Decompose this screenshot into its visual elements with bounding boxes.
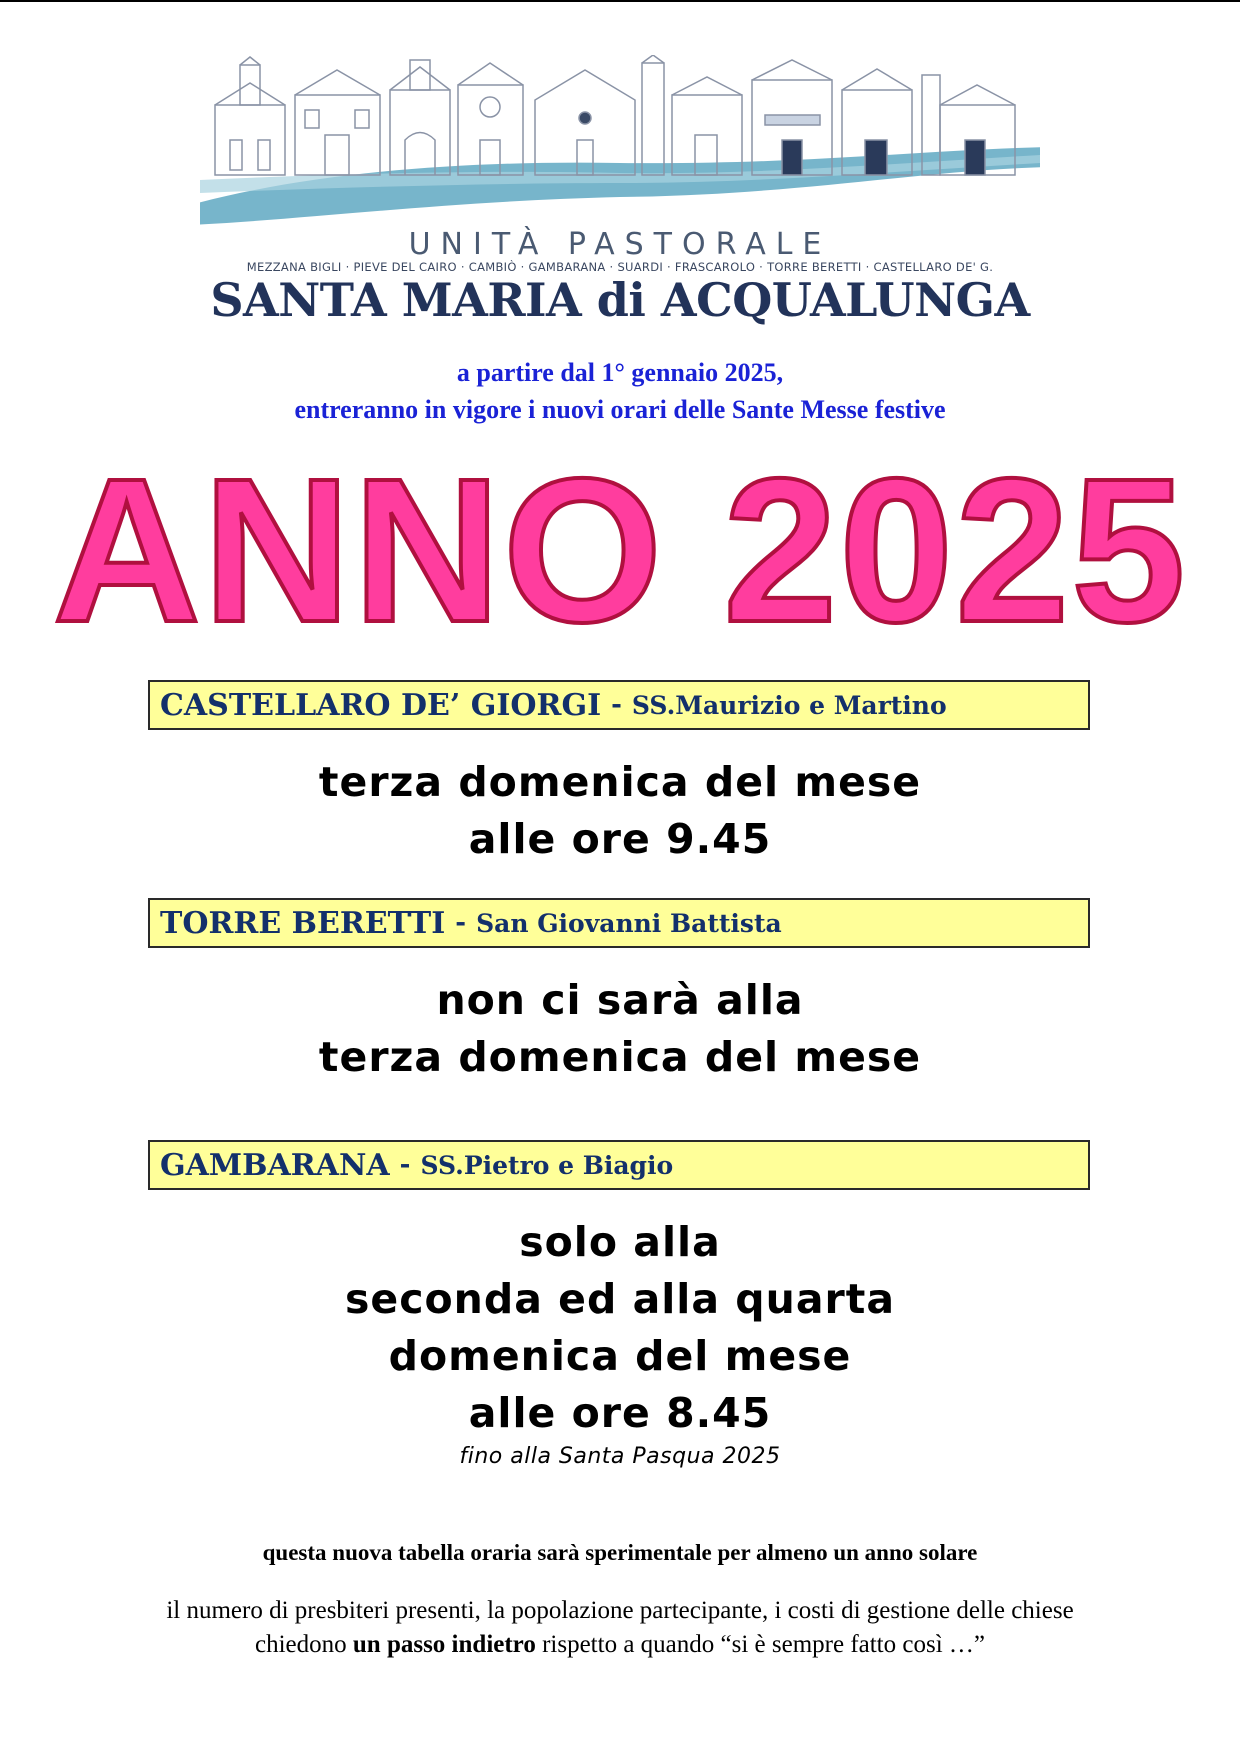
gambarana-note: fino alla Santa Pasqua 2025 (459, 1444, 781, 1469)
schedule-gambarana (0, 1214, 1240, 1442)
parish-name: CASTELLARO DE’ GIORGI (160, 687, 602, 723)
top-border-line (0, 0, 1240, 2)
parish-saint: SS.Maurizio e Martino (631, 690, 947, 720)
schedule-castellaro (0, 754, 1240, 868)
parish-box-castellaro (148, 680, 1090, 730)
schedule-line: non ci sarà alla (436, 976, 804, 1024)
footer-line-2: il numero di presbiteri presenti, la popolazione partecipante, i costi di gestione delle chiese (166, 1597, 1074, 1624)
footer-line-3-start: chiedono (255, 1631, 347, 1658)
intro-line-2: entreranno in vigore i nuovi orari delle Sante Messe festive (294, 395, 946, 424)
parish-box-gambarana (148, 1140, 1090, 1190)
schedule-line: alle ore 9.45 (468, 815, 772, 863)
footer-line-3-bold: un passo indietro (352, 1631, 536, 1658)
parish-separator: - (611, 690, 622, 720)
schedule-line: terza domenica del mese (318, 1033, 922, 1081)
logo-santa-maria-title: SANTA MARIA di ACQUALUNGA (210, 273, 1030, 327)
parish-separator: - (455, 908, 467, 938)
schedule-line: terza domenica del mese (318, 758, 922, 806)
church-skyline-illustration (200, 55, 1040, 230)
schedule-line: domenica del mese (388, 1332, 852, 1380)
logo-villages-list: MEZZANA BIGLI · PIEVE DEL CAIRO · CAMBIÒ · GAMBARANA · SUARDI · FRASCAROLO · TORRE BERETTI · CASTELLARO DE' G. (246, 260, 994, 274)
schedule-torre-beretti (0, 972, 1240, 1086)
pastoral-unit-logo (200, 55, 1040, 345)
parish-separator: - (399, 1150, 411, 1180)
footer-line-3-end: rispetto a quando “si è sempre fatto così …” (542, 1631, 985, 1658)
parish-saint: San Giovanni Battista (476, 908, 782, 938)
parish-box-torre-beretti (148, 898, 1090, 948)
parish-name: GAMBARANA (160, 1147, 390, 1183)
footer-experimental-note: questa nuova tabella oraria sarà sperimentale per almeno un anno solare (262, 1540, 978, 1565)
footer-line-3 (0, 1628, 1240, 1662)
schedule-line: solo alla (519, 1218, 721, 1266)
parish-saint: SS.Pietro e Biagio (420, 1150, 674, 1180)
schedule-line: seconda ed alla quarta (345, 1275, 895, 1323)
parish-name: TORRE BERETTI (160, 905, 446, 941)
intro-line-1: a partire dal 1° gennaio 2025, (456, 358, 784, 387)
logo-unita-pastorale: UNITÀ PASTORALE (408, 227, 832, 262)
schedule-line: alle ore 8.45 (468, 1389, 772, 1437)
footer-explanation (0, 1594, 1240, 1662)
headline-anno-2025: ANNO 2025 (52, 436, 1188, 665)
